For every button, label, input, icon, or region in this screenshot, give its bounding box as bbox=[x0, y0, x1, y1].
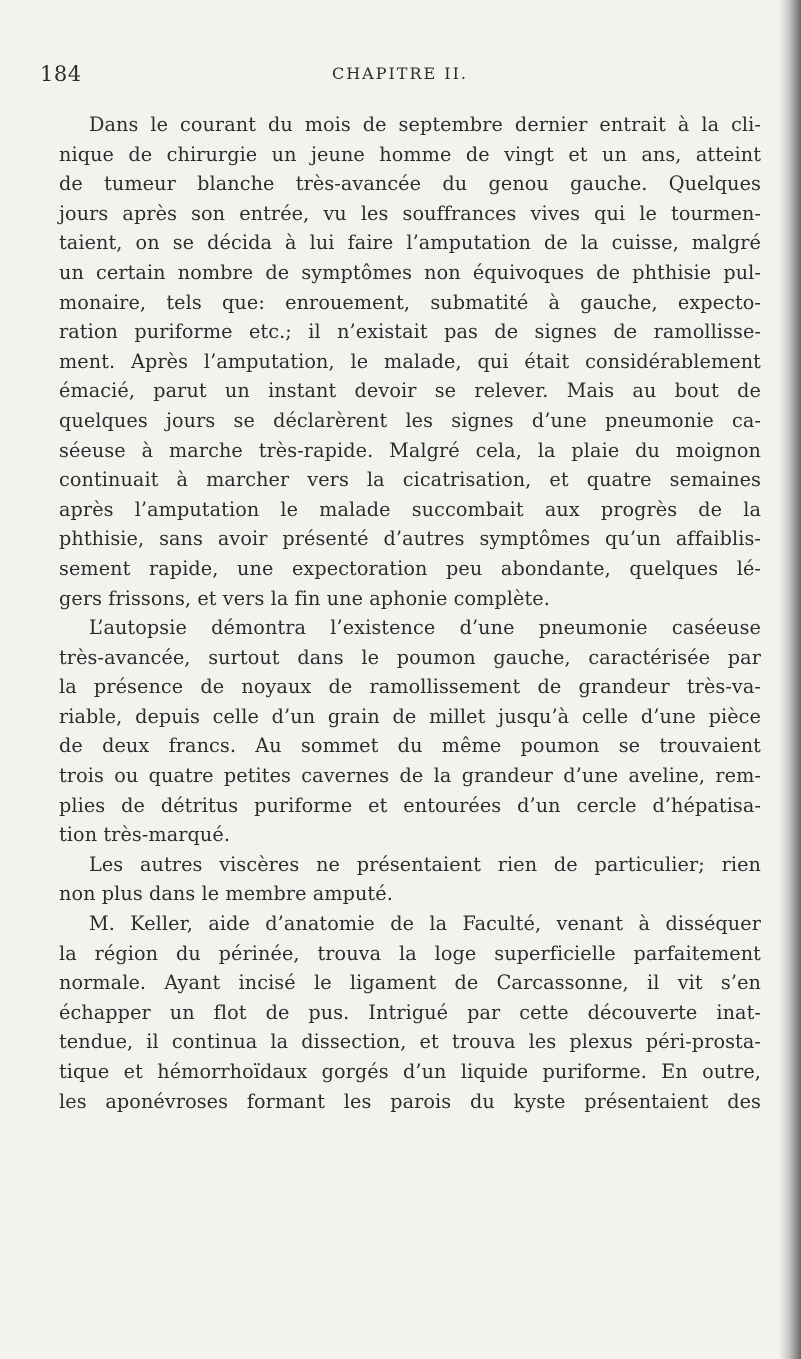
text-line: tendue, il continua la dissection, et trouva les plexus péri-prosta- bbox=[59, 1030, 761, 1054]
text-line: un certain nombre de symptômes non équivoques de phthisie pul- bbox=[59, 260, 761, 284]
text-line: après l’amputation le malade succombait aux progrès de la bbox=[59, 497, 761, 521]
text-line: L’autopsie démontra l’existence d’une pneumonie caséeuse bbox=[89, 616, 761, 640]
text-line: plies de détritus puriforme et entourées d’un cercle d’hépatisa- bbox=[59, 793, 761, 817]
text-line: normale. Ayant incisé le ligament de Carcassonne, il vit s’en bbox=[59, 971, 761, 995]
text-line: sement rapide, une expectoration peu abondante, quelques lé- bbox=[59, 556, 761, 580]
paragraph bbox=[59, 613, 761, 850]
text-line: de tumeur blanche très-avancée du genou gauche. Quelques bbox=[59, 172, 761, 196]
text-line: jours après son entrée, vu les souffrances vives qui le tourmen- bbox=[59, 201, 761, 225]
text-line: émacié, parut un instant devoir se relever. Mais au bout de bbox=[59, 379, 761, 403]
text-line: monaire, tels que: enrouement, submatité à gauche, expecto- bbox=[59, 290, 761, 314]
text-line: tion très-marqué. bbox=[59, 823, 231, 847]
text-line: quelques jours se déclarèrent les signes d’une pneumonie ca- bbox=[59, 408, 761, 432]
text-line: Les autres viscères ne présentaient rien de particulier; rien bbox=[89, 852, 761, 876]
text-line: nique de chirurgie un jeune homme de vingt et un ans, atteint bbox=[59, 142, 761, 166]
text-line: de deux francs. Au sommet du même poumon se trouvaient bbox=[59, 734, 761, 758]
text-line: tique et hémorrhoïdaux gorgés d’un liquide puriforme. En outre, bbox=[59, 1060, 761, 1083]
body-text bbox=[59, 110, 761, 1116]
text-line: M. Keller, aide d’anatomie de la Faculté, venant à disséquer bbox=[89, 912, 761, 936]
text-line: non plus dans le membre amputé. bbox=[59, 882, 393, 906]
text-line: échapper un flot de pus. Intrigué par cette découverte inat- bbox=[59, 1000, 761, 1024]
text-line: la présence de noyaux de ramollissement de grandeur très-va- bbox=[59, 675, 761, 699]
paragraph bbox=[59, 909, 761, 1116]
text-line: riable, depuis celle d’un grain de millet jusqu’à celle d’une pièce bbox=[59, 704, 761, 728]
running-head bbox=[40, 62, 760, 92]
text-line: ration puriforme etc.; il n’existait pas de signes de ramollisse- bbox=[59, 320, 761, 344]
text-line: ment. Après l’amputation, le malade, qui était considérablement bbox=[59, 349, 761, 373]
text-line: la région du périnée, trouva la loge superficielle parfaitement bbox=[59, 941, 761, 965]
chapter-title: CHAPITRE II. bbox=[331, 64, 469, 83]
paragraph bbox=[59, 110, 761, 613]
page-edge-shadow bbox=[779, 0, 801, 1359]
paragraph bbox=[59, 850, 761, 909]
text-line: trois ou quatre petites cavernes de la grandeur d’une aveline, rem- bbox=[59, 764, 761, 788]
page-number: 184 bbox=[40, 62, 82, 86]
text-line: continuait à marcher vers la cicatrisation, et quatre semaines bbox=[59, 468, 761, 492]
text-line: gers frissons, et vers la fin une aphonie complète. bbox=[59, 586, 550, 610]
text-line: les aponévroses formant les parois du kyste présentaient des bbox=[59, 1089, 761, 1113]
text-line: phthisie, sans avoir présenté d’autres symptômes qu’un affaiblis- bbox=[59, 527, 761, 551]
text-line: taient, on se décida à lui faire l’amputation de la cuisse, malgré bbox=[59, 231, 761, 255]
text-line: Dans le courant du mois de septembre dernier entrait à la cli- bbox=[89, 113, 761, 136]
text-line: séeuse à marche très-rapide. Malgré cela, la plaie du moignon bbox=[59, 438, 761, 462]
text-line: très-avancée, surtout dans le poumon gauche, caractérisée par bbox=[59, 645, 761, 669]
